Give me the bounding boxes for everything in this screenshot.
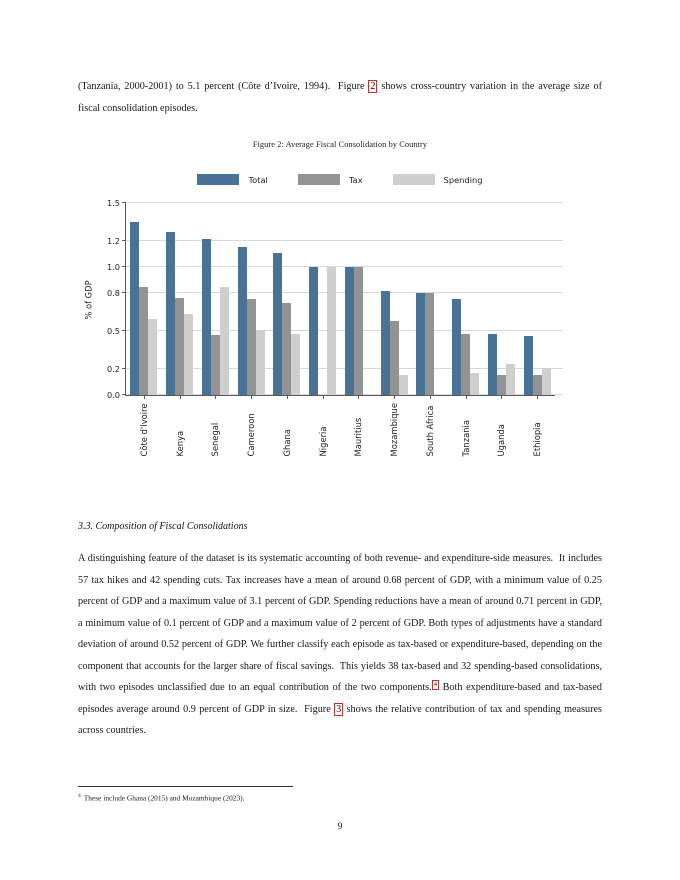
bar-group: [412, 203, 448, 395]
bar-group: [269, 203, 305, 395]
bar-spending: [184, 314, 193, 395]
y-tick-label: 0.2: [106, 364, 120, 375]
bar-total: [345, 267, 354, 395]
x-tick-mark: [430, 395, 431, 399]
x-axis-label: South Africa: [424, 405, 435, 457]
y-tick-label: 0.0: [106, 390, 120, 400]
bar-total: [488, 334, 497, 395]
x-tick-mark: [251, 395, 252, 399]
bar-group: [376, 203, 412, 395]
x-axis-label: Ghana: [281, 429, 292, 457]
footnote: [78, 791, 498, 803]
x-axis-label: Mozambique: [389, 403, 400, 457]
bar-spending: [399, 375, 408, 395]
bar-total: [273, 253, 282, 395]
bar-tax: [175, 298, 184, 395]
x-axis-label: Côte d'Ivoire: [138, 403, 149, 457]
bar-groups: [126, 203, 555, 395]
bar-tax: [247, 299, 256, 395]
bar-group: [198, 203, 234, 395]
paragraph-top: (Tanzania, 2000-2001) to 5.1 percent (Côte d’Ivoire, 1994). Figure 2 shows cross-country variation in the average size of fiscal consolidation episodes.: [78, 81, 602, 114]
x-label-cell: [162, 403, 198, 456]
x-label-cell: [269, 403, 305, 456]
bar-spending: [470, 373, 479, 395]
legend-swatch-total: [197, 174, 239, 185]
y-tick-label: 0.8: [106, 287, 120, 298]
bar-total: [238, 247, 247, 395]
x-tick-mark: [215, 395, 216, 399]
y-tick-label: 0.5: [106, 326, 120, 336]
bar-tax: [282, 303, 291, 395]
x-label-cell: [198, 403, 234, 456]
x-label-cell: [412, 403, 448, 456]
bar-tax: [354, 267, 363, 395]
bar-spending: [291, 334, 300, 395]
bar-spending: [220, 287, 229, 395]
bar-tax: [425, 293, 434, 395]
footnote-text: These include Ghana (2015) and Mozambique (2023).: [83, 793, 245, 803]
bar-group: [484, 203, 520, 395]
x-tick-mark: [537, 395, 538, 399]
chart-area: [83, 198, 555, 457]
x-tick-mark: [180, 395, 181, 399]
x-label-cell: [126, 403, 162, 456]
x-tick-mark: [466, 395, 467, 399]
bar-total: [202, 239, 211, 395]
legend-label-total: Total: [248, 174, 268, 185]
x-axis-label: Kenya: [174, 430, 185, 457]
footnote-rule: [78, 786, 293, 787]
bar-tax: [139, 287, 148, 395]
bar-tax: [461, 334, 470, 395]
legend-label-spending: Spending: [443, 174, 483, 185]
plot-region: [106, 198, 555, 457]
x-tick-mark: [394, 395, 395, 399]
x-axis-label: Tanzania: [460, 420, 471, 457]
figure-caption: Figure 2: Average Fiscal Consolidation by Country: [252, 140, 428, 149]
bar-total: [524, 336, 533, 395]
x-tick-mark: [144, 395, 145, 399]
figure-2: [0, 140, 680, 457]
bar-total: [309, 267, 318, 395]
bar-group: [126, 203, 162, 395]
bar-tax: [390, 321, 399, 395]
x-label-cell: [233, 403, 269, 456]
bar-spending: [327, 267, 336, 395]
legend-item-total: [197, 174, 267, 185]
section-heading: 3.3. Composition of Fiscal Consolidations: [78, 521, 248, 532]
bar-total: [381, 291, 390, 395]
x-tick-mark: [287, 395, 288, 399]
paragraph-main: A distinguishing feature of the dataset is its systematic accounting of both revenue- and expenditure-side measures. It includes 57 tax hikes and 42 spending cuts. Tax increases have a mean of around 0.68 percent of GDP, with a minimum value of 0.25 percent of GDP and a maximum value of 3.1 percent of GDP. Spending reductions have a mean of around 0.71 percent in GDP, a minimum value of 0.1 percent of GDP and a maximum value of 2 percent of GDP. Both types of adjustments have a standard deviation of around 0.52 percent of GDP. We further classify each episode as tax-based or expenditure-based, depending on the component that accounts for the larger share of fiscal savings. This yields 38 tax-based and 32 spending-based consolidations, with two episodes unclassified due to an equal contribution of the two components. 4 Both expenditure-based and tax-based episodes average around 0.9 percent of GDP in size. Figure 3 shows the relative contribution of tax and spending measures across countries.: [78, 553, 602, 736]
x-axis-label: Cameroon: [246, 413, 257, 457]
bar-total: [452, 299, 461, 395]
x-label-cell: [305, 403, 341, 456]
x-axis-label: Nigeria: [317, 426, 328, 457]
chart-legend: [0, 174, 680, 185]
bar-group: [519, 203, 555, 395]
x-tick-mark: [501, 395, 502, 399]
y-tick-label: 1.0: [106, 262, 120, 272]
bar-total: [166, 232, 175, 395]
page-number: 9: [337, 822, 343, 832]
bar-group: [162, 203, 198, 395]
bar-group: [448, 203, 484, 395]
bar-group: [233, 203, 269, 395]
legend-swatch-spending: [393, 174, 435, 185]
legend-item-tax: [298, 174, 363, 185]
bar-tax: [533, 375, 542, 395]
x-axis-label: Uganda: [496, 424, 507, 457]
bar-spending: [256, 330, 265, 395]
x-tick-mark: [323, 395, 324, 399]
bar-group: [305, 203, 341, 395]
legend-label-tax: Tax: [348, 174, 363, 185]
bar-total: [416, 293, 425, 395]
x-axis-labels: [126, 403, 555, 456]
legend-swatch-tax: [298, 174, 340, 185]
x-axis-label: Senegal: [210, 422, 221, 457]
bar-total: [130, 222, 139, 395]
x-label-cell: [448, 403, 484, 456]
bar-spending: [542, 368, 551, 395]
x-axis-label: Mauritius: [353, 417, 364, 457]
x-tick-mark: [358, 395, 359, 399]
bar-group: [341, 203, 377, 395]
footnote-marker: 4: [78, 793, 81, 799]
x-label-cell: [519, 403, 555, 456]
bar-tax: [497, 375, 506, 395]
y-axis-title: % of GDP: [83, 279, 94, 320]
y-tick-label: 1.5: [106, 198, 120, 208]
x-label-cell: [376, 403, 412, 456]
x-axis-label: Ethiopia: [532, 422, 543, 457]
bar-spending: [148, 319, 157, 395]
x-label-cell: [484, 403, 520, 456]
legend-item-spending: [393, 174, 483, 185]
bar-tax: [211, 335, 220, 395]
x-label-cell: [341, 403, 377, 456]
y-tick-label: 1.2: [106, 236, 120, 247]
bar-spending: [506, 364, 515, 395]
